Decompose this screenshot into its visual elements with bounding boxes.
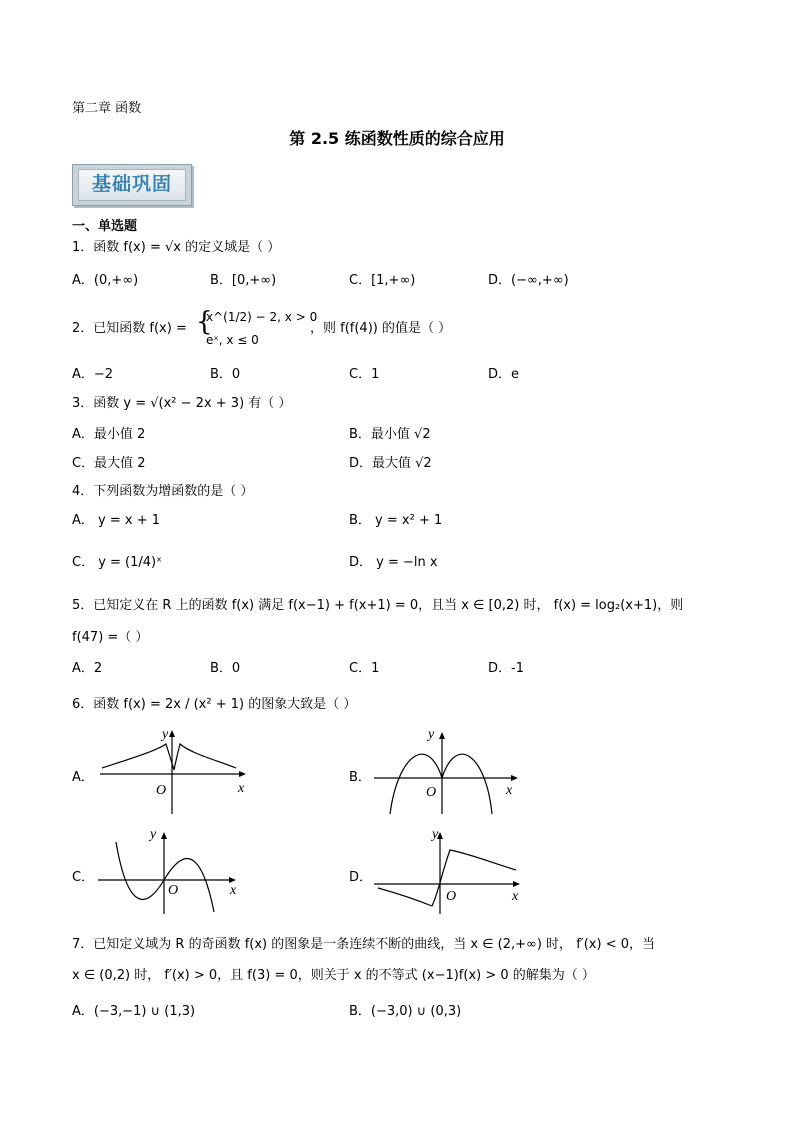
q2-stem-pre: 2．已知函数 f(x) =	[72, 321, 187, 336]
q1-option-d: D．(−∞,+∞)	[488, 273, 569, 288]
q6-graph-d	[370, 824, 530, 916]
q6-d-x-label: x	[512, 889, 519, 904]
q6-a-y-label: y	[162, 727, 169, 742]
q4-option-b: B． y = x² + 1	[349, 513, 443, 528]
q1-option-a: A．(0,+∞)	[72, 273, 139, 288]
q2-brace: {	[196, 307, 213, 337]
q4-stem: 4．下列函数为增函数的是（ ）	[72, 484, 254, 499]
q5-stem-line1: 5．已知定义在 R 上的函数 f(x) 满足 f(x−1) + f(x+1) = 0，且当 x ∈ [0,2) 时， f(x) = log₂(x+1)，则	[72, 598, 684, 613]
q3-stem: 3．函数 y = √(x² − 2x + 3) 有（ ）	[72, 396, 292, 411]
chapter-label: 第二章 函数	[72, 101, 142, 116]
q7-stem-line2: x ∈ (0,2) 时， f′(x) > 0，且 f(3) = 0，则关于 x 的不等式 (x−1)f(x) > 0 的解集为（ ）	[72, 968, 595, 983]
q5-stem-line2: f(47) =（ ）	[72, 630, 149, 645]
q3-option-b: B．最小值 √2	[349, 427, 431, 442]
q2-option-b: B．0	[210, 367, 241, 382]
q6-a-x-label: x	[238, 781, 245, 796]
q6-option-a-label: A．	[72, 770, 94, 785]
q7-stem-line1: 7．已知定义域为 R 的奇函数 f(x) 的图象是一条连续不断的曲线，当 x ∈ (2,+∞) 时， f′(x) < 0，当	[72, 937, 655, 952]
q6-a-origin: O	[156, 783, 167, 798]
q6-graph-b	[370, 724, 530, 816]
q2-piece-2: eˣ, x ≤ 0	[206, 333, 259, 347]
q2-stem-post: ，则 f(f(4)) 的值是（ ）	[310, 321, 452, 336]
q6-c-origin: O	[168, 883, 179, 898]
q4-option-c: C． y = (1/4)ˣ	[72, 555, 162, 570]
q6-d-origin: O	[446, 889, 457, 904]
q4-option-d: D． y = −ln x	[349, 555, 438, 570]
q2-option-a: A．−2	[72, 367, 114, 382]
q1-stem: 1．函数 f(x) = √x 的定义域是（ ）	[72, 240, 281, 255]
q6-c-x-label: x	[230, 883, 237, 898]
section-banner	[72, 164, 192, 206]
q6-graph-c	[96, 824, 256, 916]
q5-option-b: B．0	[210, 661, 241, 676]
q7-option-b: B．(−3,0) ∪ (0,3)	[349, 1004, 462, 1019]
q3-option-a: A．最小值 2	[72, 427, 146, 442]
q4-option-a: A． y = x + 1	[72, 513, 160, 528]
q5-option-a: A．2	[72, 661, 103, 676]
q2-piece-1: x^(1/2) − 2, x > 0	[206, 310, 318, 324]
q1-option-c: C．[1,+∞)	[349, 273, 416, 288]
q2-option-d: D．e	[488, 367, 520, 382]
q3-option-c: C．最大值 2	[72, 456, 146, 471]
q5-option-c: C．1	[349, 661, 380, 676]
q3-option-d: D．最大值 √2	[349, 456, 432, 471]
q6-b-y-label: y	[428, 727, 435, 742]
banner-label: 基础巩固	[78, 169, 186, 201]
q6-option-c-label: C．	[72, 870, 95, 885]
section-heading: 一、单选题	[72, 219, 138, 234]
q6-b-x-label: x	[506, 783, 513, 798]
q2-option-c: C．1	[349, 367, 380, 382]
q1-option-b: B．[0,+∞)	[210, 273, 277, 288]
q6-option-d-label: D．	[349, 870, 373, 885]
q7-option-a: A．(−3,−1) ∪ (1,3)	[72, 1004, 196, 1019]
q6-option-b-label: B．	[349, 770, 371, 785]
q6-graph-a	[96, 724, 256, 816]
q6-stem: 6．函数 f(x) = 2x / (x² + 1) 的图象大致是（ ）	[72, 697, 357, 712]
q6-c-y-label: y	[150, 827, 157, 842]
q6-d-y-label: y	[432, 827, 439, 842]
page-title: 第 2.5 练函数性质的综合应用	[289, 129, 505, 148]
q5-option-d: D．-1	[488, 661, 524, 676]
q6-b-origin: O	[426, 785, 437, 800]
